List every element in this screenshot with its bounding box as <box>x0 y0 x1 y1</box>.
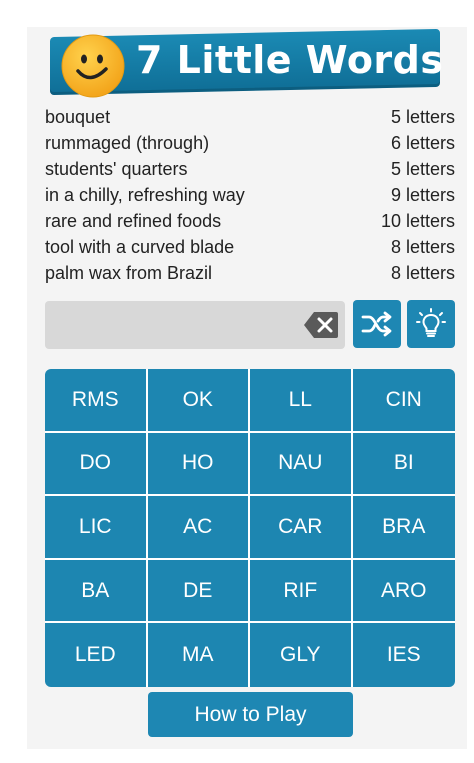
how-to-play-button[interactable]: How to Play <box>148 692 353 737</box>
lightbulb-icon <box>416 308 446 340</box>
letter-tile[interactable]: LED <box>45 623 148 687</box>
clue-length: 6 letters <box>390 133 455 153</box>
letter-tile[interactable]: DO <box>45 433 148 497</box>
clue-length: 5 letters <box>390 159 455 179</box>
letter-tile[interactable]: BI <box>353 433 456 497</box>
smiley-face-icon <box>60 33 126 99</box>
letter-tile[interactable]: IES <box>386 643 421 667</box>
letter-tile[interactable]: CAR <box>250 496 353 560</box>
letter-tile[interactable]: CIN <box>353 369 456 433</box>
letter-tile[interactable]: LL <box>250 369 353 433</box>
clue-row[interactable] <box>45 260 455 286</box>
letter-tile[interactable]: MA <box>148 623 251 687</box>
letter-tile[interactable]: HO <box>148 433 251 497</box>
letter-tile[interactable]: OK <box>148 369 251 433</box>
clue-text: in a chilly, refreshing way <box>45 185 245 205</box>
letter-tile-grid <box>45 369 455 687</box>
clue-row[interactable] <box>45 104 455 130</box>
hint-button[interactable] <box>407 300 455 348</box>
letter-tile[interactable]: ARO <box>353 560 456 624</box>
clue-length: 9 letters <box>390 185 455 205</box>
clue-list <box>45 104 455 286</box>
clue-row[interactable] <box>45 234 455 260</box>
letter-tile[interactable]: GLY <box>250 623 353 687</box>
letter-tile[interactable]: AC <box>148 496 251 560</box>
clue-length: 8 letters <box>390 237 455 257</box>
shuffle-button[interactable] <box>353 300 401 348</box>
letter-tile[interactable]: NAU <box>250 433 353 497</box>
clue-row[interactable] <box>45 130 455 156</box>
letter-tile[interactable]: BRA <box>353 496 456 560</box>
clue-length: 10 letters <box>380 211 455 231</box>
clue-text: rare and refined foods <box>45 211 222 231</box>
letter-tile[interactable]: RMS <box>45 369 148 433</box>
clue-length: 5 letters <box>390 107 455 127</box>
letter-tile[interactable]: BA <box>45 560 148 624</box>
clue-text: rummaged (through) <box>45 133 210 153</box>
letter-tile[interactable]: LIC <box>45 496 148 560</box>
clue-text: students' quarters <box>45 159 188 179</box>
clue-text: palm wax from Brazil <box>45 263 213 283</box>
clue-row[interactable] <box>45 182 455 208</box>
shuffle-icon <box>360 309 394 339</box>
clue-row[interactable] <box>45 208 455 234</box>
letter-tile[interactable]: DE <box>148 560 251 624</box>
app-title: 7 Little Words <box>136 38 444 82</box>
clue-text: bouquet <box>45 107 111 127</box>
clue-text: tool with a curved blade <box>45 237 235 257</box>
backspace-icon[interactable] <box>303 310 339 340</box>
clue-length: 8 letters <box>390 263 455 283</box>
letter-tile[interactable]: RIF <box>250 560 353 624</box>
clue-row[interactable] <box>45 156 455 182</box>
answer-input[interactable] <box>45 301 345 349</box>
